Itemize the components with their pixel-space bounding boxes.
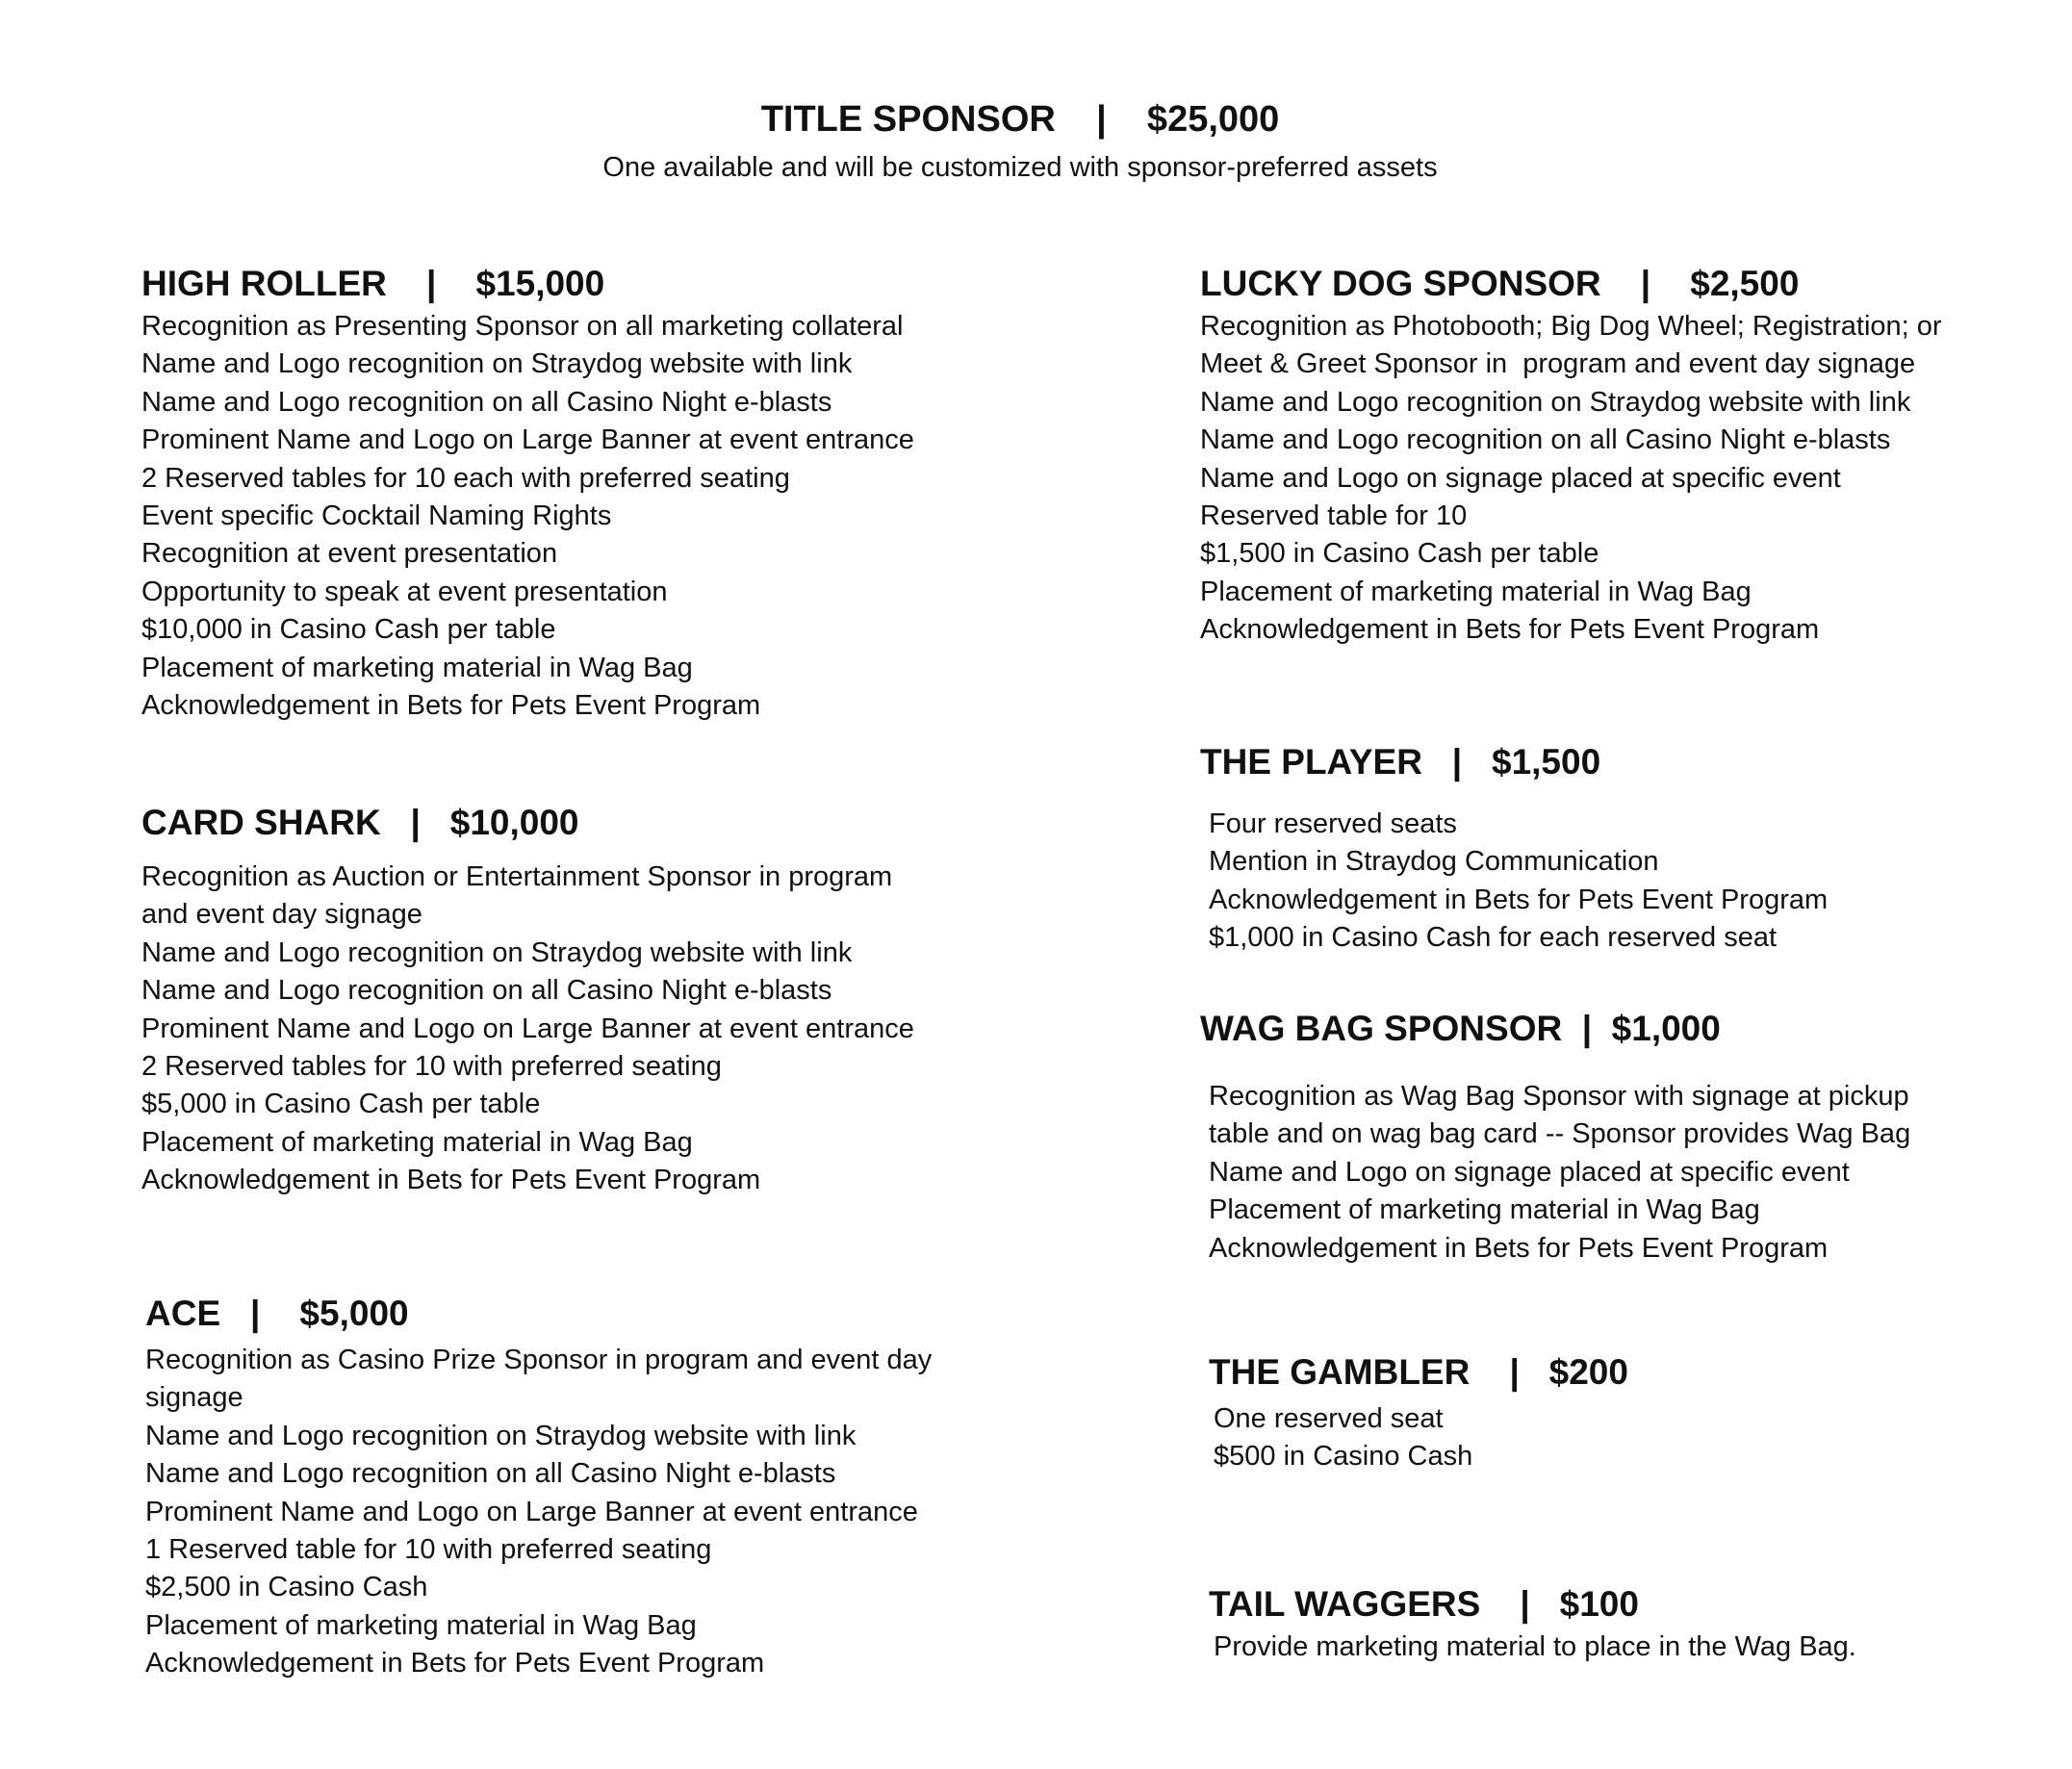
section-heading: LUCKY DOG SPONSOR | $2,500 bbox=[1200, 264, 1800, 303]
benefit-list bbox=[1200, 308, 1942, 650]
list-item: Recognition as Wag Bag Sponsor with signage at pickup bbox=[1209, 1081, 1909, 1112]
list-item: Prominent Name and Logo on Large Banner at event entrance bbox=[141, 424, 914, 456]
section-heading: TAIL WAGGERS | $100 bbox=[1209, 1584, 1639, 1624]
list-item: Name and Logo recognition on all Casino Night e-blasts bbox=[141, 386, 832, 418]
list-item: Acknowledgement in Bets for Pets Event Program bbox=[141, 690, 761, 722]
list-item: Placement of marketing material in Wag Bag bbox=[141, 1126, 693, 1158]
list-item: Recognition as Photobooth; Big Dog Wheel; Registration; or bbox=[1200, 311, 1942, 342]
list-item: Acknowledgement in Bets for Pets Event Program bbox=[145, 1648, 765, 1679]
list-item: 2 Reserved tables for 10 each with preferred seating bbox=[141, 462, 790, 494]
list-item: Recognition at event presentation bbox=[141, 538, 558, 570]
list-item: Name and Logo recognition on Straydog website with link bbox=[141, 936, 853, 968]
section-tail-waggers bbox=[1209, 1580, 1856, 1666]
list-item: Name and Logo recognition on Straydog website with link bbox=[141, 348, 853, 380]
section-heading: WAG BAG SPONSOR | $1,000 bbox=[1200, 1009, 1721, 1048]
list-item: Opportunity to speak at event presentation bbox=[141, 576, 668, 607]
list-item: table and on wag bag card -- Sponsor provides Wag Bag bbox=[1209, 1118, 1911, 1150]
list-item: Name and Logo recognition on Straydog website with link bbox=[1200, 386, 1911, 418]
section-lucky-dog-sponsor bbox=[1200, 260, 1942, 650]
section-heading: CARD SHARK | $10,000 bbox=[141, 803, 579, 842]
list-item: $2,500 in Casino Cash bbox=[145, 1572, 428, 1603]
section-heading: ACE | $5,000 bbox=[145, 1294, 409, 1333]
benefit-list bbox=[1200, 806, 1828, 958]
section-heading: HIGH ROLLER | $15,000 bbox=[141, 264, 605, 303]
benefit-list bbox=[141, 308, 914, 725]
list-item: 1 Reserved table for 10 with preferred seating bbox=[145, 1534, 712, 1566]
section-high-roller bbox=[141, 260, 914, 725]
list-item: Placement of marketing material in Wag Bag bbox=[145, 1609, 697, 1641]
list-item: $500 in Casino Cash bbox=[1214, 1441, 1473, 1473]
list-item: Reserved table for 10 bbox=[1200, 500, 1468, 532]
section-card-shark bbox=[141, 799, 914, 1200]
section-heading: THE GAMBLER | $200 bbox=[1209, 1352, 1628, 1392]
list-item: One reserved seat bbox=[1214, 1403, 1444, 1434]
list-item: $1,000 in Casino Cash for each reserved seat bbox=[1209, 922, 1778, 954]
list-item: Recognition as Casino Prize Sponsor in program and event day bbox=[145, 1345, 933, 1375]
list-item: Prominent Name and Logo on Large Banner at event entrance bbox=[141, 1013, 914, 1044]
list-item: and event day signage bbox=[141, 899, 422, 931]
list-item: Name and Logo recognition on all Casino Night e-blasts bbox=[141, 975, 832, 1007]
list-item: Name and Logo recognition on all Casino Night e-blasts bbox=[1200, 424, 1891, 456]
list-item: $10,000 in Casino Cash per table bbox=[141, 614, 556, 646]
list-item: Name and Logo recognition on Straydog website with link bbox=[145, 1420, 857, 1451]
list-item: Acknowledgement in Bets for Pets Event Program bbox=[141, 1165, 761, 1196]
list-item: Placement of marketing material in Wag Bag bbox=[141, 652, 693, 683]
list-item: Meet & Greet Sponsor in program and event day signage bbox=[1200, 348, 1916, 380]
list-item: Placement of marketing material in Wag Bag bbox=[1200, 576, 1752, 607]
list-item: Acknowledgement in Bets for Pets Event Program bbox=[1209, 884, 1829, 915]
list-item: signage bbox=[145, 1382, 243, 1414]
list-item: Recognition as Auction or Entertainment Sponsor in program bbox=[141, 861, 893, 892]
list-item: Name and Logo recognition on all Casino Night e-blasts bbox=[145, 1458, 836, 1490]
title-sponsor-block bbox=[0, 94, 2040, 187]
list-item: Acknowledgement in Bets for Pets Event Program bbox=[1209, 1232, 1829, 1264]
list-item: $1,500 in Casino Cash per table bbox=[1200, 538, 1599, 570]
list-item: Event specific Cocktail Naming Rights bbox=[141, 500, 612, 532]
benefit-list bbox=[1200, 1078, 1910, 1268]
section-heading: THE PLAYER | $1,500 bbox=[1200, 742, 1601, 782]
title-sponsor-subtitle: One available and will be customized with sponsor-preferred assets bbox=[602, 152, 1438, 183]
list-item: Acknowledgement in Bets for Pets Event Program bbox=[1200, 614, 1820, 646]
benefit-list bbox=[141, 859, 914, 1200]
list-item: Placement of marketing material in Wag Bag bbox=[1209, 1194, 1760, 1226]
section-wag-bag-sponsor bbox=[1200, 1005, 1910, 1268]
list-item: Prominent Name and Logo on Large Banner at event entrance bbox=[145, 1496, 918, 1527]
benefit-list bbox=[145, 1342, 932, 1683]
list-item: Name and Logo on signage placed at specific event bbox=[1200, 462, 1841, 494]
list-item: 2 Reserved tables for 10 with preferred seating bbox=[141, 1051, 722, 1083]
list-item: Name and Logo on signage placed at specific event bbox=[1209, 1156, 1850, 1188]
benefit-list bbox=[1209, 1628, 1856, 1666]
benefit-list bbox=[1209, 1400, 1628, 1476]
section-the-player bbox=[1200, 738, 1828, 958]
list-item: Four reserved seats bbox=[1209, 808, 1457, 839]
section-the-gambler bbox=[1209, 1348, 1628, 1476]
list-item: $5,000 in Casino Cash per table bbox=[141, 1089, 541, 1120]
list-item: Mention in Straydog Communication bbox=[1209, 846, 1659, 878]
title-sponsor-heading: TITLE SPONSOR | $25,000 bbox=[760, 99, 1280, 140]
section-ace bbox=[145, 1290, 932, 1683]
list-item: Recognition as Presenting Sponsor on all marketing collateral bbox=[141, 311, 904, 342]
list-item: Provide marketing material to place in the Wag Bag. bbox=[1214, 1631, 1856, 1662]
